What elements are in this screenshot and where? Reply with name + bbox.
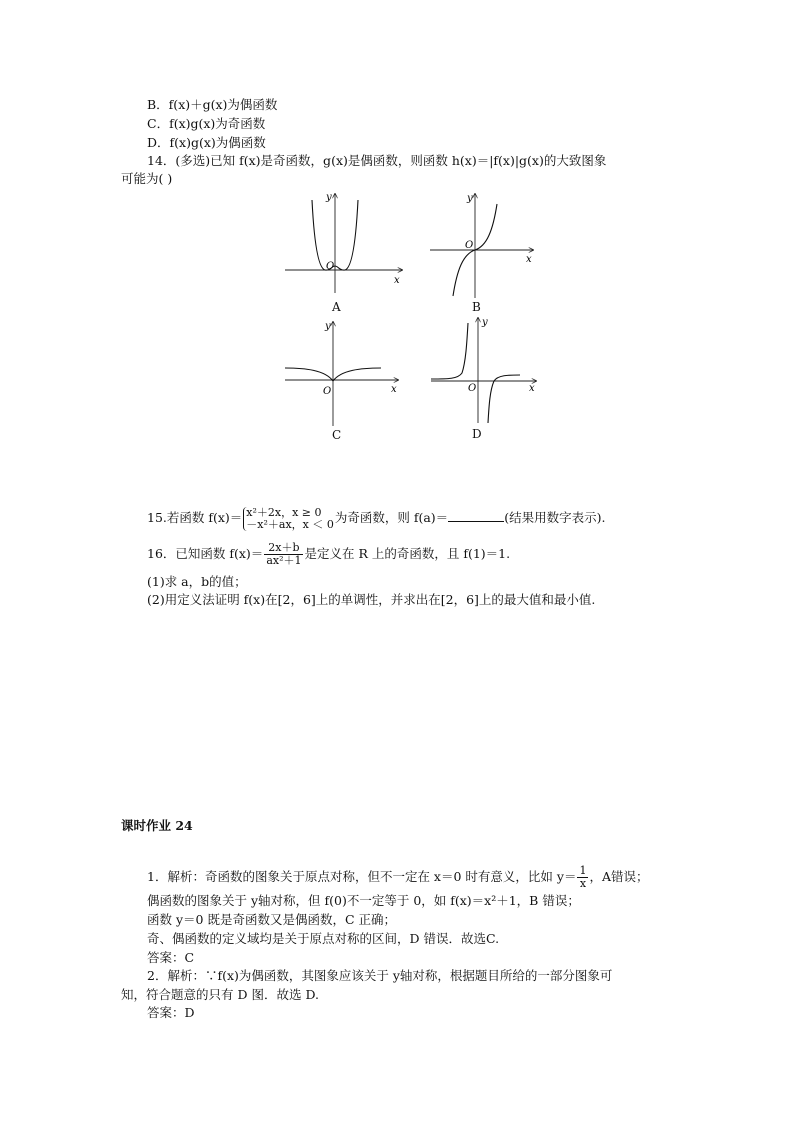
- q16-part2: (2)用定义法证明 f(x)在[2，6]上的单调性，并求出在[2，6]上的最大值和最小值.: [147, 592, 596, 607]
- figure-b-graph: [425, 190, 540, 300]
- y-axis-label: y: [482, 317, 488, 328]
- q14-figure-b: [425, 190, 540, 314]
- q15-prefix: 15.若函数 f(x)＝: [147, 510, 243, 525]
- q16-stem: [147, 540, 510, 568]
- q16-part1: (1)求 a，b的值；: [147, 574, 247, 589]
- fraction-denominator: x: [579, 877, 587, 890]
- y-axis-label: y: [325, 321, 331, 332]
- answer-2-line1: 2．解析：∵f(x)为偶函数，其图象应该关于 y轴对称，根据题目所给的一部分图象可: [147, 968, 613, 983]
- origin-label: O: [323, 386, 332, 397]
- q16-denominator: ax²＋1: [266, 554, 302, 567]
- curve-c-right: [333, 368, 381, 381]
- y-axis-label: y: [326, 192, 332, 203]
- q14-stem-line1: 14．(多选)已知 f(x)是奇函数，g(x)是偶函数，则函数 h(x)＝|f(x)|g(x)的大致图象: [147, 153, 607, 168]
- answer-1-result: 答案：C: [147, 950, 195, 965]
- origin-label: O: [326, 261, 335, 272]
- answer-1-line4: 奇、偶函数的定义域均是关于原点对称的区间，D 错误．故选C.: [147, 931, 500, 946]
- figure-d-label: D: [472, 427, 482, 441]
- answer-1-fraction: [577, 865, 588, 890]
- figure-c-graph: [280, 318, 405, 428]
- q15-middle: 为奇函数，则 f(a)＝: [334, 510, 449, 525]
- q13-option-b: B．f(x)＋g(x)为偶函数: [147, 97, 278, 112]
- figure-a-graph: [280, 190, 410, 295]
- q14-figure-c: [280, 318, 405, 442]
- figure-c-label: C: [332, 428, 342, 442]
- q14-stem-line2: 可能为( ): [121, 171, 173, 186]
- figure-a-label: A: [332, 300, 341, 314]
- origin-label: O: [468, 383, 477, 394]
- q13-option-d: D．f(x)g(x)为偶函数: [147, 135, 266, 150]
- x-axis-label: x: [394, 275, 400, 286]
- curve-d-right: [488, 375, 520, 423]
- section-title: 课时作业 24: [121, 818, 193, 833]
- curve-d-left: [431, 323, 468, 379]
- q15-suffix: (结果用数字表示).: [504, 510, 606, 525]
- answer-1-line2: 偶函数的图象关于 y轴对称，但 f(0)不一定等于 0，如 f(x)＝x²＋1，B 错误；: [147, 893, 580, 908]
- q16-fraction: [264, 542, 303, 567]
- q15-case1: x²＋2x，x ≥ 0: [246, 505, 322, 519]
- q16-numerator: 2x＋b: [264, 542, 303, 555]
- answer-1-line3: 函数 y＝0 既是奇函数又是偶函数，C 正确；: [147, 912, 396, 927]
- q15-stem: [147, 504, 605, 532]
- answer-1-line1: [147, 864, 648, 890]
- origin-label: O: [465, 240, 474, 251]
- q15-case2: －x²＋ax，x ＜ 0: [246, 517, 334, 531]
- y-axis-label: y: [467, 193, 473, 204]
- x-axis-label: x: [526, 254, 532, 265]
- q13-option-c: C．f(x)g(x)为奇函数: [147, 116, 266, 131]
- q15-piecewise: [243, 507, 334, 531]
- fraction-numerator: 1: [579, 864, 587, 877]
- x-axis-label: x: [529, 383, 535, 394]
- q16-suffix: 是定义在 R 上的奇函数，且 f(1)＝1.: [304, 546, 511, 561]
- figure-d-graph: [428, 315, 543, 425]
- q15-answer-blank[interactable]: [448, 509, 504, 522]
- answer-2-line2: 知，符合题意的只有 D 图．故选 D.: [121, 987, 319, 1002]
- answer-1-text: 1．解析：奇函数的图象关于原点对称，但不一定在 x＝0 时有意义，比如 y＝: [147, 869, 577, 884]
- q16-prefix: 16．已知函数 f(x)＝: [147, 546, 264, 561]
- q14-figure-a: [280, 190, 410, 314]
- answer-1-text-end: ，A错误；: [589, 869, 649, 884]
- x-axis-label: x: [391, 384, 397, 395]
- q14-figure-d: [428, 315, 543, 441]
- answer-2-result: 答案：D: [147, 1005, 195, 1020]
- figure-b-label: B: [472, 300, 481, 314]
- curve-c-left: [285, 368, 333, 381]
